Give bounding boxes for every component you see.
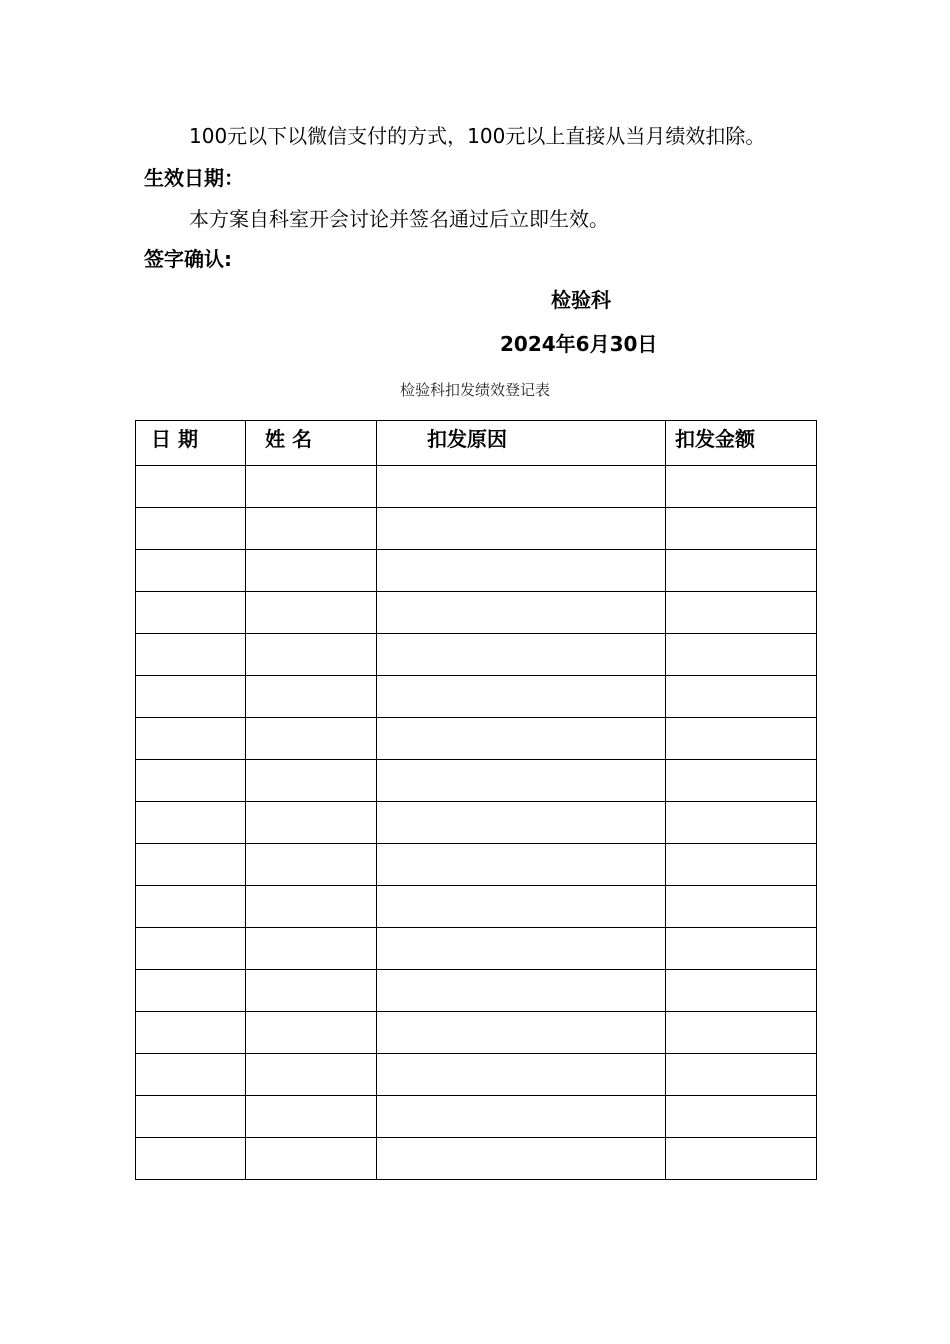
reason-cell[interactable] bbox=[377, 1138, 666, 1180]
name-cell[interactable] bbox=[246, 676, 377, 718]
column-header-date: 日 期 bbox=[136, 421, 246, 466]
table-row bbox=[136, 928, 817, 970]
date-cell[interactable] bbox=[136, 592, 246, 634]
date-cell[interactable] bbox=[136, 508, 246, 550]
amount-cell[interactable] bbox=[666, 1138, 817, 1180]
name-cell[interactable] bbox=[246, 844, 377, 886]
amount-cell[interactable] bbox=[666, 928, 817, 970]
table-row bbox=[136, 970, 817, 1012]
name-cell[interactable] bbox=[246, 592, 377, 634]
signed-date: 2024年6月30日 bbox=[500, 332, 658, 356]
amount-cell[interactable] bbox=[666, 718, 817, 760]
table-row bbox=[136, 1138, 817, 1180]
name-cell[interactable] bbox=[246, 970, 377, 1012]
payment-paragraph: 100元以下以微信支付的方式，100元以上直接从当月绩效扣除。 bbox=[189, 124, 766, 148]
name-cell[interactable] bbox=[246, 760, 377, 802]
amount-cell[interactable] bbox=[666, 1096, 817, 1138]
name-cell[interactable] bbox=[246, 802, 377, 844]
name-cell[interactable] bbox=[246, 1138, 377, 1180]
amount-cell[interactable] bbox=[666, 592, 817, 634]
table-row bbox=[136, 1096, 817, 1138]
date-cell[interactable] bbox=[136, 1054, 246, 1096]
reason-cell[interactable] bbox=[377, 844, 666, 886]
date-cell[interactable] bbox=[136, 1138, 246, 1180]
reason-cell[interactable] bbox=[377, 760, 666, 802]
reason-cell[interactable] bbox=[377, 1054, 666, 1096]
date-cell[interactable] bbox=[136, 634, 246, 676]
table-row bbox=[136, 718, 817, 760]
table-row bbox=[136, 676, 817, 718]
amount-cell[interactable] bbox=[666, 970, 817, 1012]
column-header-amount: 扣发金额 bbox=[666, 421, 817, 466]
reason-cell[interactable] bbox=[377, 886, 666, 928]
table-row bbox=[136, 1012, 817, 1054]
signature-heading: 签字确认: bbox=[144, 247, 232, 271]
date-cell[interactable] bbox=[136, 970, 246, 1012]
reason-cell[interactable] bbox=[377, 970, 666, 1012]
name-cell[interactable] bbox=[246, 886, 377, 928]
date-cell[interactable] bbox=[136, 760, 246, 802]
date-cell[interactable] bbox=[136, 886, 246, 928]
reason-cell[interactable] bbox=[377, 550, 666, 592]
name-cell[interactable] bbox=[246, 1012, 377, 1054]
date-cell[interactable] bbox=[136, 1012, 246, 1054]
name-cell[interactable] bbox=[246, 466, 377, 508]
table-row bbox=[136, 1054, 817, 1096]
reason-cell[interactable] bbox=[377, 718, 666, 760]
name-cell[interactable] bbox=[246, 550, 377, 592]
name-cell[interactable] bbox=[246, 508, 377, 550]
reason-cell[interactable] bbox=[377, 928, 666, 970]
amount-cell[interactable] bbox=[666, 802, 817, 844]
table-row bbox=[136, 466, 817, 508]
effective-paragraph: 本方案自科室开会讨论并签名通过后立即生效。 bbox=[189, 207, 609, 231]
amount-cell[interactable] bbox=[666, 760, 817, 802]
table-row bbox=[136, 844, 817, 886]
name-cell[interactable] bbox=[246, 634, 377, 676]
table-header-row bbox=[136, 421, 817, 466]
amount-cell[interactable] bbox=[666, 466, 817, 508]
table-row bbox=[136, 802, 817, 844]
reason-cell[interactable] bbox=[377, 1096, 666, 1138]
name-cell[interactable] bbox=[246, 718, 377, 760]
date-cell[interactable] bbox=[136, 802, 246, 844]
date-cell[interactable] bbox=[136, 550, 246, 592]
amount-cell[interactable] bbox=[666, 1054, 817, 1096]
reason-cell[interactable] bbox=[377, 592, 666, 634]
table-row bbox=[136, 550, 817, 592]
table-caption: 检验科扣发绩效登记表 bbox=[399, 381, 550, 399]
date-cell[interactable] bbox=[136, 844, 246, 886]
table-row bbox=[136, 508, 817, 550]
column-header-reason: 扣发原因 bbox=[377, 421, 666, 466]
reason-cell[interactable] bbox=[377, 802, 666, 844]
table-body bbox=[136, 466, 817, 1180]
column-header-name: 姓 名 bbox=[246, 421, 377, 466]
department-name: 检验科 bbox=[551, 288, 611, 312]
name-cell[interactable] bbox=[246, 1054, 377, 1096]
amount-cell[interactable] bbox=[666, 508, 817, 550]
table-row bbox=[136, 634, 817, 676]
name-cell[interactable] bbox=[246, 1096, 377, 1138]
amount-cell[interactable] bbox=[666, 886, 817, 928]
table-row bbox=[136, 592, 817, 634]
amount-cell[interactable] bbox=[666, 1012, 817, 1054]
table-row bbox=[136, 760, 817, 802]
amount-cell[interactable] bbox=[666, 634, 817, 676]
reason-cell[interactable] bbox=[377, 634, 666, 676]
reason-cell[interactable] bbox=[377, 676, 666, 718]
table-row bbox=[136, 886, 817, 928]
date-cell[interactable] bbox=[136, 466, 246, 508]
amount-cell[interactable] bbox=[666, 550, 817, 592]
date-cell[interactable] bbox=[136, 676, 246, 718]
date-cell[interactable] bbox=[136, 928, 246, 970]
amount-cell[interactable] bbox=[666, 676, 817, 718]
date-cell[interactable] bbox=[136, 718, 246, 760]
reason-cell[interactable] bbox=[377, 466, 666, 508]
name-cell[interactable] bbox=[246, 928, 377, 970]
reason-cell[interactable] bbox=[377, 1012, 666, 1054]
date-cell[interactable] bbox=[136, 1096, 246, 1138]
deduction-register-table bbox=[135, 420, 817, 1180]
reason-cell[interactable] bbox=[377, 508, 666, 550]
amount-cell[interactable] bbox=[666, 844, 817, 886]
effective-date-heading: 生效日期： bbox=[144, 166, 244, 190]
